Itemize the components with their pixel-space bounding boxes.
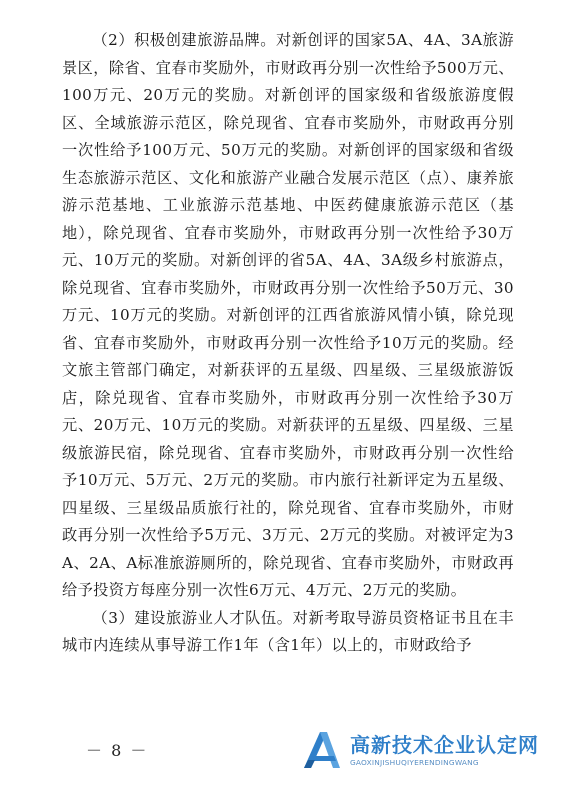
paragraph-talent-team: （3）建设旅游业人才队伍。对新考取导游员资格证书且在丰城市内连续从事导游工作1年（含1年）以上的，市财政给予 (62, 608, 514, 654)
watermark-title: 高新技术企业认定网 (350, 732, 539, 757)
page-number: － 8 － (86, 741, 149, 760)
watermark-subtitle: GAOXINJISHUQIYERENDINGWANG (350, 757, 479, 767)
document-body (62, 27, 514, 660)
watermark-logo-icon (300, 728, 344, 772)
site-watermark (300, 722, 560, 778)
paragraph-brand-building: （2）积极创建旅游品牌。对新创评的国家5A、4A、3A旅游景区，除省、宜春市奖励外，市财政再分别一次性给予500万元、100万元、20万元的奖励。对新创评的国家级和省级旅游度假区、全域旅游示范区，除兑现省、宜春市奖励外，市财政再分别一次性给予100万元、50万元的奖励。对新创评的国家级和省级生态旅游示范区、文化和旅游产业融合发展示范区（点）、康养旅游示范基地、工业旅游示范基地、中医药健康旅游示范区（基地），除兑现省、宜春市奖励外，市财政再分别一次性给予30万元、10万元的奖励。对新创评的省5A、4A、3A级乡村旅游点，除兑现省、宜春市奖励外，市财政再分别一次性给予50万元、30万元、10万元的奖励。对新创评的江西省旅游风情小镇，除兑现省、宜春市奖励外，市财政再分别一次性给予10万元的奖励。经文旅主管部门确定，对新获评的五星级、四星级、三星级旅游饭店，除兑现省、宜春市奖励外，市财政再分别一次性给予30万元、20万元、10万元的奖励。对新获评的五星级、四星级、三星级旅游民宿，除兑现省、宜春市奖励外，市财政再分别一次性给予10万元、5万元、2万元的奖励。市内旅行社新评定为五星级、四星级、三星级品质旅行社的，除兑现省、宜春市奖励外，市财政再分别一次性给予5万元、3万元、2万元的奖励。对被评定为3A、2A、A标准旅游厕所的，除兑现省、宜春市奖励外，市财政再给予投资方每座分别一次性6万元、4万元、2万元的奖励。 (62, 31, 514, 599)
watermark-text (350, 733, 539, 768)
